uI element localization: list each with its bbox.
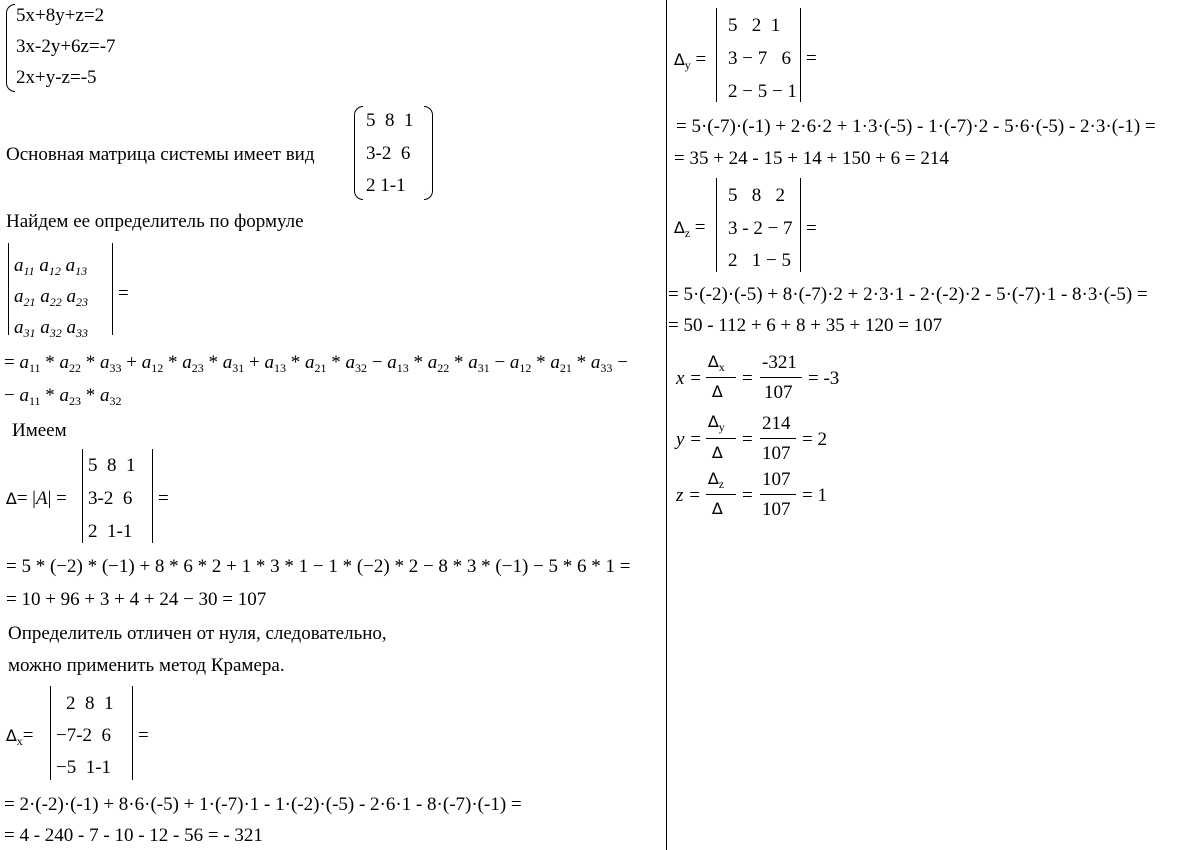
delta-det-row-2: 3-2 6	[88, 488, 133, 509]
y-delta-den: ∆	[712, 443, 723, 462]
formula-line-2: − $a_{11} * a_{23} * a_{32}$	[4, 385, 122, 408]
y-result: = 2	[802, 429, 827, 450]
delta-det-right-bar	[152, 449, 153, 543]
delta-x-left-bar	[50, 686, 51, 780]
equation-1: 5x+8y+z=2	[16, 5, 105, 26]
z-result: = 1	[802, 485, 827, 506]
x-den: 107	[764, 382, 793, 403]
delta-x-calc-1: = 2·(-2)·(-1) + 8·6·(-5) + 1·(-7)·1 - 1·(-2)·(-5) - 2·6·1 - 8·(-7)·(-1) =	[4, 794, 522, 815]
x-delta-num: $\Delta_x$	[708, 352, 725, 374]
generic-det-row-3: $a_{31}$ $a_{32}$ $a_{33}$	[14, 317, 88, 340]
delta-z-equals: =	[806, 218, 817, 239]
z-delta-den: ∆	[712, 499, 723, 518]
delta-calc-1: = 5 * (−2) * (−1) + 8 * 6 * 2 + 1 * 3 * 1 − 1 * (−2) * 2 − 8 * 3 * (−1) − 5 * 6 * 1 =	[6, 556, 631, 577]
system-brace	[6, 4, 15, 92]
formula-line-1: = $a_{11} * a_{22} * a_{33} + a_{12} * a_{23} * a_{31} + a_{13} * a_{21} * a_{32} - a_{13} * a_{22} * a_{31} - a_{12} * a_{21} * a_{33}$ −	[4, 352, 628, 375]
main-matrix-row-1: 5 8 1	[366, 110, 414, 131]
delta-y-right-bar	[800, 8, 801, 102]
equation-2: 3x-2y+6z=-7	[16, 36, 116, 57]
nonzero-line-1: Определитель отличен от нуля, следовательно,	[8, 623, 387, 644]
generic-det-row-1: $a_{11}$ $a_{12}$ $a_{13}$	[14, 255, 88, 278]
x-eq: =	[742, 368, 753, 389]
z-frac-line-1	[706, 494, 736, 495]
x-var: x =	[676, 368, 703, 389]
generic-det-equals: =	[118, 283, 129, 304]
y-den: 107	[762, 443, 791, 464]
nonzero-line-2: можно применить метод Крамера.	[8, 655, 285, 676]
delta-y-label: $\Delta_y$ =	[674, 49, 707, 72]
generic-det-right-bar	[112, 243, 113, 335]
main-matrix-text: Основная матрица системы имеет вид	[6, 144, 315, 165]
delta-z-right-bar	[800, 178, 801, 272]
delta-x-equals: =	[138, 725, 149, 746]
delta-x-label: $\Delta_x=$	[6, 725, 34, 748]
delta-y-calc-1: = 5·(-7)·(-1) + 2·6·2 + 1·3·(-5) - 1·(-7)·2 - 5·6·(-5) - 2·3·(-1) =	[676, 116, 1156, 137]
main-matrix-right-brace	[424, 106, 433, 200]
delta-det-equals: =	[158, 488, 169, 509]
delta-x-right-bar	[132, 686, 133, 780]
delta-x-row-1: 2 8 1	[66, 693, 114, 714]
z-frac-line-2	[760, 494, 796, 495]
det-intro: Найдем ее определитель по формуле	[6, 211, 304, 232]
y-frac-line-2	[760, 438, 796, 439]
delta-z-row-3: 2 1 − 5	[728, 250, 791, 271]
delta-z-calc-2: = 50 - 112 + 6 + 8 + 35 + 120 = 107	[668, 315, 943, 336]
delta-y-equals: =	[806, 48, 817, 69]
delta-y-calc-2: = 35 + 24 - 15 + 14 + 150 + 6 = 214	[674, 148, 949, 169]
delta-label: ∆= |A| =	[6, 488, 67, 509]
x-frac-line-2	[760, 377, 802, 378]
y-delta-num: $\Delta_y$	[708, 412, 725, 434]
delta-x-calc-2: = 4 - 240 - 7 - 10 - 12 - 56 = - 321	[4, 825, 263, 846]
delta-x-row-2: −7-2 6	[56, 725, 112, 746]
column-divider	[666, 0, 667, 850]
have-label: Имеем	[12, 420, 67, 441]
delta-y-row-1: 5 2 1	[728, 15, 781, 36]
delta-x-row-3: −5 1-1	[56, 757, 112, 778]
x-delta-den: ∆	[712, 382, 723, 401]
delta-det-row-3: 2 1-1	[88, 521, 133, 542]
z-var: z =	[676, 485, 701, 506]
z-num: 107	[762, 469, 791, 490]
delta-z-calc-1: = 5·(-2)·(-5) + 8·(-7)·2 + 2·3·1 - 2·(-2)·2 - 5·(-7)·1 - 8·3·(-5) =	[668, 284, 1148, 305]
y-var: y =	[676, 429, 703, 450]
main-matrix-row-3: 2 1-1	[366, 175, 406, 196]
y-num: 214	[762, 413, 791, 434]
z-eq: =	[742, 485, 753, 506]
main-matrix-row-2: 3-2 6	[366, 143, 411, 164]
y-eq: =	[742, 429, 753, 450]
delta-y-left-bar	[716, 8, 717, 102]
z-delta-num: $\Delta_z$	[708, 469, 725, 491]
delta-z-row-1: 5 8 2	[728, 185, 785, 206]
delta-det-left-bar	[82, 449, 83, 543]
delta-y-row-3: 2 − 5 − 1	[728, 81, 797, 102]
y-frac-line-1	[706, 438, 736, 439]
x-frac-line-1	[706, 377, 736, 378]
delta-y-row-2: 3 − 7 6	[728, 48, 791, 69]
delta-z-label: $\Delta_z$ =	[674, 217, 706, 240]
delta-z-left-bar	[716, 178, 717, 272]
delta-z-row-2: 3 - 2 − 7	[728, 218, 793, 239]
delta-det-row-1: 5 8 1	[88, 455, 136, 476]
delta-calc-2: = 10 + 96 + 3 + 4 + 24 − 30 = 107	[6, 589, 267, 610]
generic-det-row-2: $a_{21}$ $a_{22}$ $a_{23}$	[14, 286, 88, 309]
main-matrix-left-brace	[354, 106, 363, 200]
equation-3: 2x+y-z=-5	[16, 67, 97, 88]
x-result: = -3	[808, 368, 840, 389]
x-num: -321	[762, 352, 797, 373]
generic-det-left-bar	[8, 243, 9, 335]
z-den: 107	[762, 499, 791, 520]
